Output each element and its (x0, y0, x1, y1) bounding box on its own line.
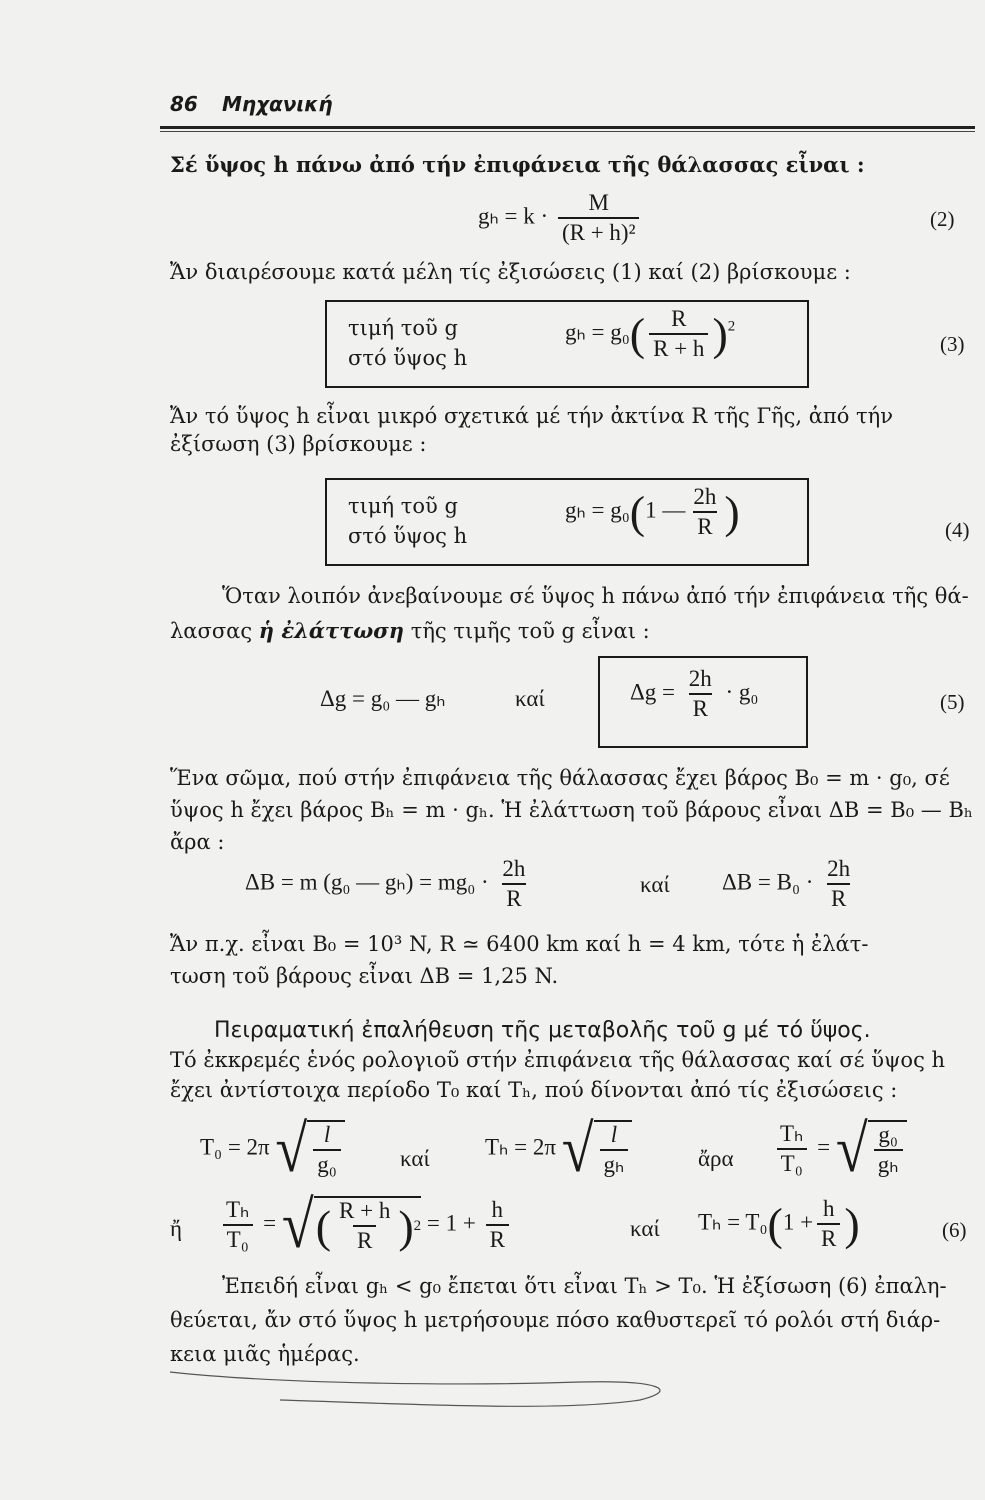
eq6-and: καί (630, 1216, 660, 1241)
eqT-sqrt-3 (835, 1111, 907, 1186)
sqrt-sign-icon: √ (835, 1111, 868, 1186)
eq6-number: (6) (942, 1218, 967, 1242)
eq5-fraction (685, 666, 716, 722)
paragraph-6b: τωση τοῦ βάρους εἶναι ΔB = 1,25 N. (170, 964, 559, 988)
eq6-hden2: R (817, 1223, 840, 1252)
eqT-gn: g₀ (878, 1122, 898, 1147)
eq5-number: (5) (940, 690, 965, 714)
eqT-t0: T₀ = 2π (200, 1134, 270, 1160)
sqrt-sign-icon: √ (281, 1187, 314, 1262)
running-title: Μηχανική (222, 92, 333, 116)
header-rule (160, 126, 975, 129)
paragraph-8c: κεια μιᾶς ἡμέρας. (170, 1342, 360, 1366)
paragraph-4b (170, 618, 650, 644)
equation-6-rhs (698, 1196, 860, 1252)
eq6-hnum: h (491, 1197, 504, 1222)
equation-6 (218, 1187, 513, 1262)
eq2-num: M (588, 190, 609, 215)
equation-3 (565, 306, 735, 362)
equation-periods-2 (485, 1111, 632, 1186)
eqT-rnum: Tₕ (780, 1121, 804, 1146)
eq4-num: 2h (693, 484, 717, 509)
paragraph-8a: Ἐπειδή εἶναι gₕ < g₀ ἔπεται ὅτι εἶναι Tₕ > T₀. Ἡ ἐξίσωση (6) ἐπαλη- (222, 1274, 947, 1298)
eq5-den: R (689, 693, 712, 722)
eq3-number: (3) (940, 332, 965, 356)
eqT-l0: l (323, 1122, 331, 1147)
eqT-th: Tₕ = 2π (485, 1134, 556, 1160)
eqB-right: ΔB = B₀ · (722, 869, 814, 895)
eq6-paren-open: ( (315, 1200, 332, 1252)
eq2-lhs: gₕ = k · (478, 203, 549, 229)
eq6-den: T₀ (223, 1224, 253, 1253)
eq6-ratio (222, 1197, 253, 1253)
eq6-num: Tₕ (226, 1197, 250, 1222)
eqT-sqrt-2 (561, 1111, 633, 1186)
paragraph-1: Σέ ὕψος h πάνω ἀπό τήν ἐπιφάνεια τῆς θάλασσας εἶναι : (170, 152, 865, 177)
eqT-lh: l (610, 1122, 618, 1147)
eq6-eq: = (263, 1210, 277, 1236)
eq3-label-2: στό ὕψος h (348, 346, 468, 370)
equation-periods-3 (772, 1111, 907, 1186)
page-number: 86 (170, 92, 198, 116)
eq6-paren-close: ) (398, 1200, 414, 1252)
eq4-paren-open: ( (629, 486, 646, 538)
eqT-frac-1 (313, 1122, 341, 1178)
eq4-inner: 1 — (645, 497, 686, 523)
eqB-fraction-2 (823, 856, 854, 912)
eq6-inner-frac (335, 1198, 394, 1254)
p4b-emphasis: ἡ ἐλάττωση (258, 618, 405, 643)
eq6-hfrac-2 (817, 1196, 840, 1252)
eq6-one: 1 + (782, 1209, 814, 1235)
eq4-fraction (689, 484, 720, 540)
eqB-num2: 2h (827, 856, 851, 881)
eq4-lhs: gₕ = g₀ (565, 497, 630, 523)
eq5-tail: · g₀ (725, 679, 759, 705)
eqB-and: καί (640, 872, 670, 897)
equation-4 (565, 484, 740, 540)
p4b-pre: λασσας (170, 619, 259, 643)
eq4-number: (4) (945, 518, 970, 542)
eq3-fraction (649, 306, 708, 362)
paragraph-4a: Ὅταν λοιπόν ἀνεβαίνουμε σέ ὕψος h πάνω ἀπό τήν ἐπιφάνεια τῆς θά- (222, 584, 969, 608)
eqB-fraction-1 (498, 856, 529, 912)
eq3-lhs: gₕ = g₀ (565, 319, 630, 345)
sqrt-sign-icon: √ (275, 1111, 308, 1186)
header-rule-thin (160, 131, 975, 132)
eqB-num1: 2h (502, 856, 526, 881)
eq6-mid: = 1 + (426, 1210, 476, 1236)
paragraph-5a: Ἕνα σῶμα, πού στήν ἐπιφάνεια τῆς θάλασσας ἔχει βάρος B₀ = m · g₀, σέ (170, 766, 950, 790)
eq6-hnum2: h (822, 1196, 835, 1221)
eqT-frac-2 (600, 1122, 629, 1178)
paragraph-6a: Ἄν π.χ. εἶναι B₀ = 10³ N, R ≃ 6400 km καί h = 4 km, τότε ἡ ἐλάτ- (170, 932, 869, 956)
eqT-ratio (776, 1121, 807, 1177)
eq5-and: καί (515, 686, 545, 711)
eqT-gd: gₕ (874, 1149, 903, 1178)
eqT-g0: g₀ (313, 1149, 341, 1178)
paragraph-3a: Ἄν τό ὕψος h εἶναι μικρό σχετικά μέ τήν ἀκτίνα R τῆς Γῆς, ἀπό τήν (170, 404, 893, 428)
eq6-hfrac (486, 1197, 509, 1253)
eqB-den1: R (502, 883, 525, 912)
eq5-num: 2h (688, 666, 712, 691)
paragraph-2: Ἄν διαιρέσουμε κατά μέλη τίς ἐξισώσεις (1) καί (2) βρίσκουμε : (170, 260, 851, 284)
paragraph-3b: ἐξίσωση (3) βρίσκουμε : (170, 432, 427, 456)
eq3-exp: 2 (727, 318, 736, 335)
paragraph-5c: ἄρα : (170, 830, 225, 854)
eq3-paren-open: ( (629, 308, 646, 360)
section-title: Πειραματική ἐπαλήθευση τῆς μεταβολῆς τοῦ g μέ τό ὕψος. (214, 1018, 871, 1043)
eq6-eta: ἤ (170, 1216, 183, 1241)
eqT-sqrt-1 (275, 1111, 344, 1186)
eq6-rhs: Tₕ = T₀ (698, 1209, 768, 1235)
eq4-label-2: στό ὕψος h (348, 524, 468, 548)
eq5-left: Δg = g₀ — gₕ (320, 686, 446, 711)
eqT-gh: gₕ (600, 1149, 629, 1178)
eq2-fraction (558, 190, 640, 246)
eqT-ara: ἄρα (698, 1146, 734, 1171)
paragraph-7b: ἔχει ἀντίστοιχα περίοδο T₀ καί Tₕ, πού δίνονται ἀπό τίς ἐξισώσεις : (170, 1078, 898, 1102)
eq3-paren-close: ) (712, 308, 728, 360)
eq4-den: R (693, 511, 716, 540)
sqrt-sign-icon: √ (561, 1111, 594, 1186)
eqT-eq: = (817, 1134, 831, 1160)
equation-periods (200, 1111, 345, 1186)
eq2-number: (2) (930, 207, 955, 231)
eq6-inum: R + h (339, 1198, 391, 1223)
eqT-frac-3 (874, 1122, 903, 1178)
eq4-paren-close: ) (724, 486, 740, 538)
eqB-den2: R (827, 883, 850, 912)
eq6-hden: R (486, 1224, 509, 1253)
eq3-den: R + h (649, 333, 708, 362)
paragraph-8b: θεύεται, ἄν στό ὕψος h μετρήσουμε πόσο καθυστερεῖ τό ρολόι στή διάρ- (170, 1308, 941, 1332)
equation-5-boxed (630, 666, 758, 722)
eq5-rhs-lhs: Δg = (630, 679, 676, 705)
eq3-num: R (671, 306, 687, 331)
pencil-underline (160, 1360, 700, 1420)
equation-weight-2 (722, 856, 858, 912)
eq6-iden: R (353, 1225, 376, 1254)
eqT-and: καί (400, 1146, 430, 1171)
p4b-post: τῆς τιμῆς τοῦ g εἶναι : (404, 619, 650, 643)
eqB-left: ΔB = m (g₀ — gₕ) = mg₀ · (245, 869, 489, 895)
equation-weight (245, 856, 533, 912)
eqT-rden: T₀ (777, 1148, 807, 1177)
eq6-sqrt (281, 1187, 422, 1262)
paragraph-5b: ὕψος h ἔχει βάρος Bₕ = m · gₕ. Ἡ ἐλάττωση τοῦ βάρους εἶναι ΔB = B₀ — Bₕ (170, 798, 973, 822)
equation-2 (478, 190, 643, 246)
paragraph-7a: Τό ἐκκρεμές ἑνός ρολογιοῦ στήν ἐπιφάνεια τῆς θάλασσας καί σέ ὕψος h (170, 1048, 946, 1072)
eq6-exp: 2 (413, 1217, 422, 1234)
eq4-label-1: τιμή τοῦ g (348, 494, 458, 518)
eq3-label-1: τιμή τοῦ g (348, 316, 458, 340)
eq2-den: (R + h)² (558, 217, 640, 246)
eq6-rhs-paren-open: ( (767, 1198, 783, 1250)
eq6-rhs-paren-close: ) (844, 1198, 860, 1250)
